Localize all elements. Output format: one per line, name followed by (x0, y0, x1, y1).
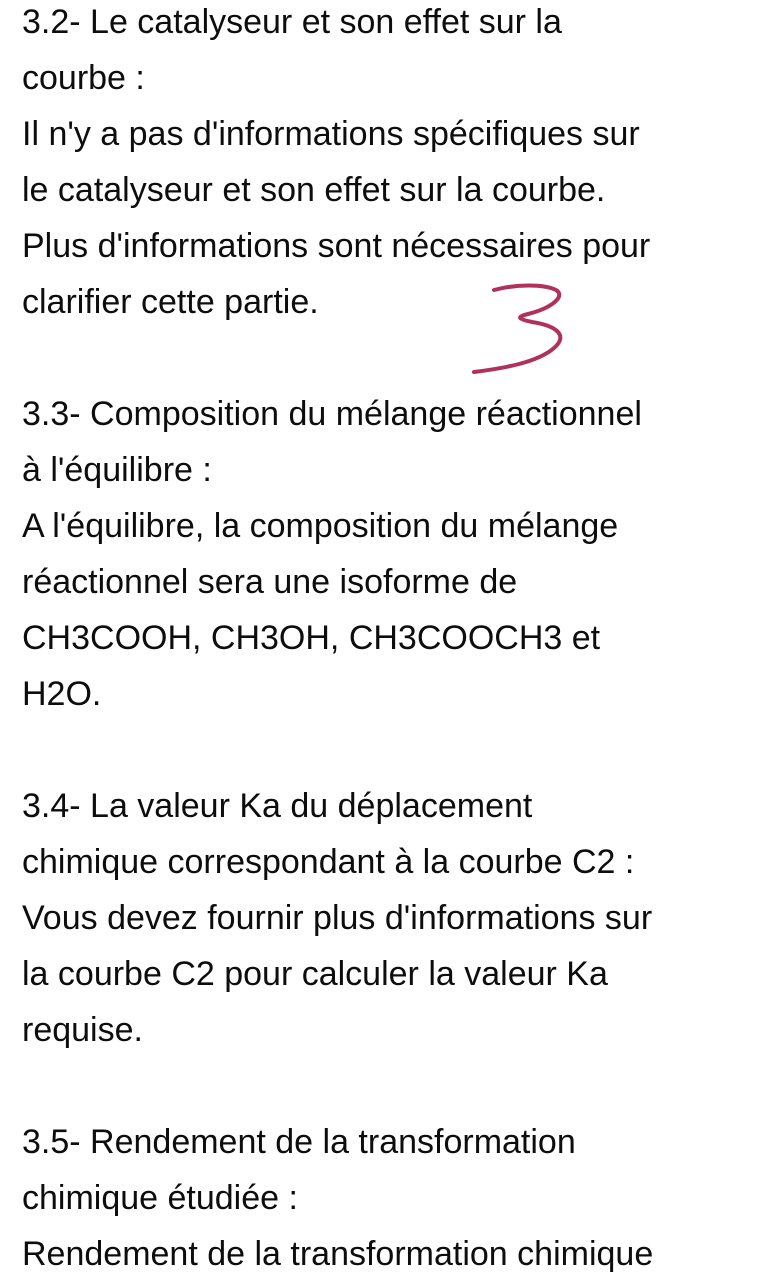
section-3-2 (22, 0, 762, 330)
paragraph-line: A l'équilibre, la composition du mélange (22, 507, 619, 545)
section-spacer (22, 722, 762, 778)
document-body (22, 0, 762, 1282)
section-3-3 (22, 386, 762, 722)
paragraph-line: CH3COOH, CH3OH, CH3COOCH3 et (22, 619, 601, 657)
section-spacer (22, 1058, 762, 1114)
section-heading: 3.5- Rendement de la transformation (22, 1123, 576, 1161)
section-heading: 3.4- La valeur Ka du déplacement (22, 787, 533, 825)
section-heading-cont: à l'équilibre : (22, 451, 212, 489)
paragraph-line: la courbe C2 pour calculer la valeur Ka (22, 955, 608, 993)
section-3-4 (22, 778, 762, 1058)
section-3-5 (22, 1114, 762, 1282)
paragraph-line: réactionnel sera une isoforme de (22, 563, 518, 601)
paragraph-line: Vous devez fournir plus d'informations sur (22, 899, 653, 937)
paragraph-line: clarifier cette partie. (22, 283, 319, 321)
paragraph-line: Rendement de la transformation chimique (22, 1235, 654, 1273)
section-heading-cont: courbe : (22, 59, 145, 97)
paragraph-line: Il n'y a pas d'informations spécifiques sur (22, 115, 640, 153)
paragraph-line: requise. (22, 1011, 143, 1049)
section-heading: 3.3- Composition du mélange réactionnel (22, 395, 642, 433)
section-heading: 3.2- Le catalyseur et son effet sur la (22, 3, 562, 41)
section-spacer (22, 330, 762, 386)
paragraph-line: le catalyseur et son effet sur la courbe. (22, 171, 606, 209)
handwritten-three-mark (466, 282, 576, 382)
section-heading-cont: chimique étudiée : (22, 1179, 298, 1217)
paragraph-line: H2O. (22, 675, 102, 713)
section-heading-cont: chimique correspondant à la courbe C2 : (22, 843, 635, 881)
paragraph-line: Plus d'informations sont nécessaires pour (22, 227, 651, 265)
